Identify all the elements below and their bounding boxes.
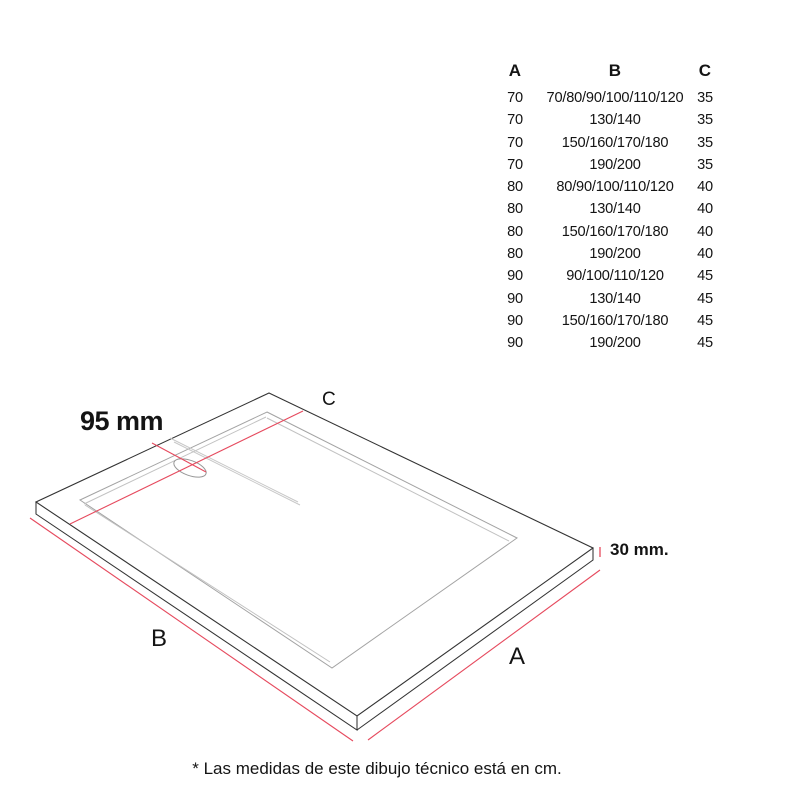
table-cell: 35 xyxy=(697,112,713,129)
table-row xyxy=(485,198,725,220)
table-cell: 130/140 xyxy=(589,290,641,307)
table-cell: 40 xyxy=(697,246,713,263)
table-header-a: A xyxy=(508,61,522,80)
dim-a-label: A xyxy=(509,643,526,670)
table-cell: 130/140 xyxy=(589,112,641,129)
table-cell: 150/160/170/180 xyxy=(561,223,669,240)
table-cell: 150/160/170/180 xyxy=(561,312,669,329)
table-row xyxy=(485,288,725,310)
table-cell: 80 xyxy=(507,179,523,196)
table-cell: 35 xyxy=(697,156,713,173)
table-cell: 45 xyxy=(697,268,713,285)
table-row xyxy=(485,109,725,131)
table-cell: 150/160/170/180 xyxy=(561,134,669,151)
table-row xyxy=(485,221,725,243)
table-row xyxy=(485,310,725,332)
table-header-b: B xyxy=(608,61,622,80)
units-note: * Las medidas de este dibujo técnico está en cm. xyxy=(192,759,562,778)
table-cell: 35 xyxy=(697,134,713,151)
dim-c-label: C xyxy=(322,389,336,410)
table-cell: 40 xyxy=(697,179,713,196)
table-cell: 45 xyxy=(697,335,713,352)
table-cell: 80/90/100/110/120 xyxy=(556,179,674,196)
table-cell: 90 xyxy=(507,290,523,307)
table-cell: 70 xyxy=(507,134,523,151)
table-row xyxy=(485,154,725,176)
table-header-c: C xyxy=(698,61,712,80)
table-cell: 70 xyxy=(507,112,523,129)
table-cell: 190/200 xyxy=(589,246,641,263)
table-cell: 190/200 xyxy=(589,156,641,173)
dimensions-table xyxy=(485,62,725,355)
table-row xyxy=(485,87,725,109)
table-cell: 70/80/90/100/110/120 xyxy=(546,90,684,106)
table-row xyxy=(485,132,725,154)
table-cell: 90 xyxy=(507,312,523,329)
table-cell: 130/140 xyxy=(589,201,641,218)
table-cell: 90/100/110/120 xyxy=(566,268,664,285)
table-row xyxy=(485,265,725,287)
table-cell: 80 xyxy=(507,246,523,263)
dimensions-table-header xyxy=(485,62,725,80)
table-row xyxy=(485,176,725,198)
table-cell: 80 xyxy=(507,201,523,218)
dim-b-label: B xyxy=(151,625,168,652)
table-cell: 80 xyxy=(507,223,523,240)
table-row xyxy=(485,243,725,265)
table-cell: 90 xyxy=(507,335,523,352)
table-cell: 45 xyxy=(697,312,713,329)
table-cell: 35 xyxy=(697,90,713,106)
table-row xyxy=(485,332,725,354)
drain-offset-label: 95 mm xyxy=(80,406,164,436)
table-cell: 70 xyxy=(507,156,523,173)
table-cell: 70 xyxy=(507,90,523,106)
table-cell: 40 xyxy=(697,201,713,218)
table-cell: 190/200 xyxy=(589,335,641,352)
table-cell: 40 xyxy=(697,223,713,240)
dimensions-table-body xyxy=(485,87,725,355)
table-cell: 90 xyxy=(507,268,523,285)
thickness-label: 30 mm. xyxy=(610,540,669,559)
table-cell: 45 xyxy=(697,290,713,307)
